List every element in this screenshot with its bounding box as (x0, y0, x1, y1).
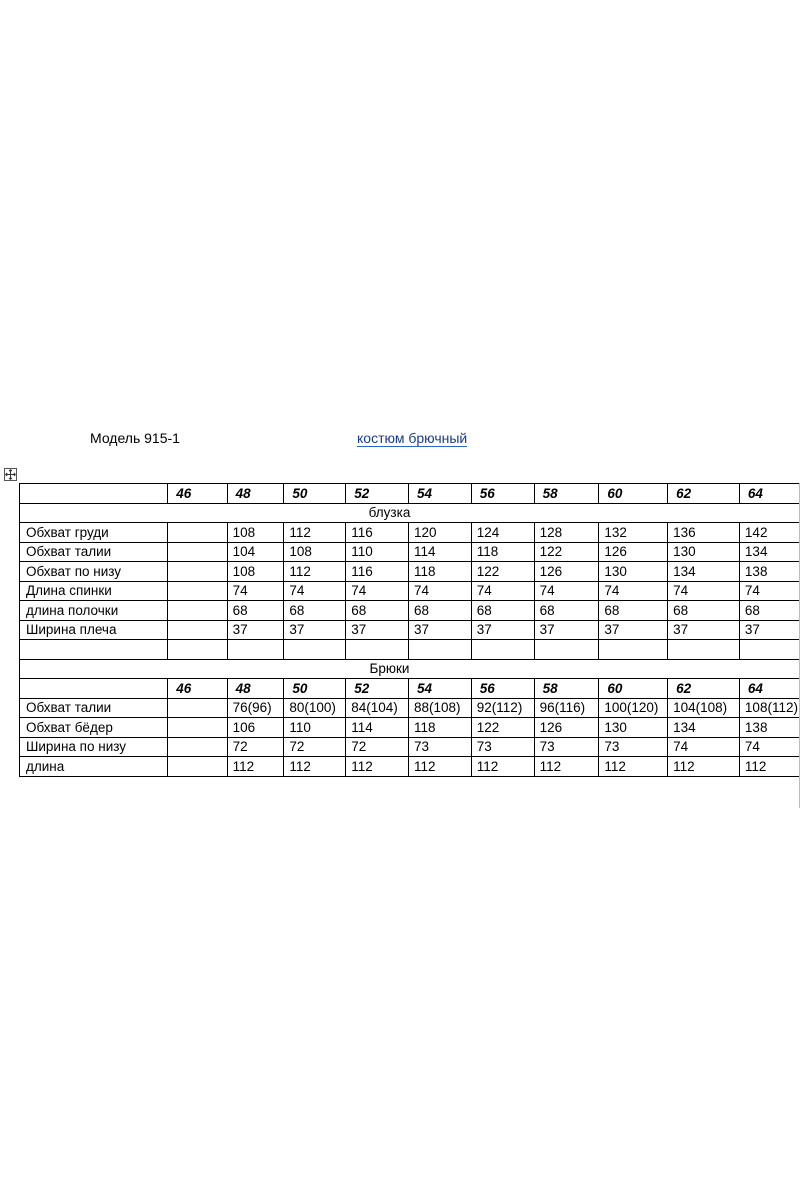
table-row (20, 581, 800, 601)
measurement-value: 73 (599, 737, 668, 757)
measurement-value: 126 (534, 718, 599, 738)
table-row (20, 718, 800, 738)
measurement-value: 68 (227, 601, 284, 621)
measurement-value: 68 (346, 601, 409, 621)
table-row (20, 523, 800, 543)
measurement-value: 74 (599, 581, 668, 601)
measurement-value: 72 (346, 737, 409, 757)
measurement-value (168, 718, 227, 738)
measurement-value: 108 (227, 562, 284, 582)
measurement-value: 138 (739, 718, 799, 738)
section-label: Брюки (369, 661, 410, 677)
measurement-value: 74 (227, 581, 284, 601)
table-move-handle-icon[interactable] (4, 468, 17, 481)
measurement-value: 118 (408, 718, 471, 738)
measurement-value: 74 (668, 737, 740, 757)
measurement-value: 142 (739, 523, 799, 543)
measurement-value: 112 (471, 757, 534, 777)
empty-cell (668, 640, 740, 660)
measurement-value: 37 (227, 620, 284, 640)
measurement-value: 96(116) (534, 698, 599, 718)
trousers-section-row (20, 659, 800, 679)
measurement-value: 138 (739, 562, 799, 582)
measurement-value: 118 (471, 542, 534, 562)
measurement-value: 134 (668, 562, 740, 582)
table-row (20, 542, 800, 562)
measurement-value (168, 542, 227, 562)
measurement-value: 130 (599, 718, 668, 738)
measurement-value: 74 (739, 581, 799, 601)
measurement-label: длина полочки (20, 601, 168, 621)
size-header-cell: 50 (284, 484, 346, 504)
size-header-cell: 48 (227, 679, 284, 699)
table-row (20, 620, 800, 640)
measurement-value: 108 (284, 542, 346, 562)
table-row (20, 562, 800, 582)
size-chart-table (19, 483, 800, 777)
measurement-label: длина (20, 757, 168, 777)
trousers-size-header-row (20, 679, 800, 699)
size-header-cell: 62 (668, 484, 740, 504)
measurement-value: 104 (227, 542, 284, 562)
size-header-cell: 58 (534, 679, 599, 699)
measurement-value: 92(112) (471, 698, 534, 718)
size-header-cell: 64 (739, 679, 799, 699)
table-row (20, 737, 800, 757)
size-header-cell: 64 (739, 484, 799, 504)
empty-cell (284, 640, 346, 660)
size-header-cell: 54 (408, 679, 471, 699)
size-header-cell: 46 (168, 484, 227, 504)
measurement-value: 112 (739, 757, 799, 777)
measurement-value: 126 (599, 542, 668, 562)
measurement-value: 132 (599, 523, 668, 543)
empty-cell (227, 640, 284, 660)
blouse-size-header-row (20, 484, 800, 504)
measurement-value: 37 (284, 620, 346, 640)
measurement-value: 112 (668, 757, 740, 777)
measurement-value: 106 (227, 718, 284, 738)
measurement-value: 122 (471, 562, 534, 582)
measurement-label: Обхват талии (20, 542, 168, 562)
measurement-label: Ширина плеча (20, 620, 168, 640)
measurement-value: 112 (284, 562, 346, 582)
empty-corner-cell (20, 484, 168, 504)
size-header-cell: 56 (471, 679, 534, 699)
measurement-value: 68 (284, 601, 346, 621)
measurement-value: 114 (346, 718, 409, 738)
measurement-label: Обхват бёдер (20, 718, 168, 738)
size-header-cell: 50 (284, 679, 346, 699)
measurement-value: 68 (599, 601, 668, 621)
measurement-value: 37 (346, 620, 409, 640)
measurement-value: 68 (408, 601, 471, 621)
measurement-value: 118 (408, 562, 471, 582)
size-header-cell: 60 (599, 679, 668, 699)
suit-type-subtitle: костюм брючный (357, 430, 468, 446)
table-row (20, 601, 800, 621)
size-header-cell: 52 (346, 679, 409, 699)
measurement-value: 84(104) (346, 698, 409, 718)
measurement-value: 74 (408, 581, 471, 601)
measurement-value (168, 620, 227, 640)
measurement-value: 112 (599, 757, 668, 777)
measurement-value: 74 (534, 581, 599, 601)
size-header-cell: 60 (599, 484, 668, 504)
measurement-value: 73 (408, 737, 471, 757)
measurement-value: 80(100) (284, 698, 346, 718)
measurement-value: 68 (739, 601, 799, 621)
measurement-value (168, 698, 227, 718)
empty-corner-cell (20, 679, 168, 699)
measurement-value: 68 (668, 601, 740, 621)
measurement-value (168, 523, 227, 543)
measurement-value (168, 601, 227, 621)
measurement-value: 108 (227, 523, 284, 543)
measurement-value: 74 (668, 581, 740, 601)
model-title: Модель 915-1 (90, 430, 180, 446)
measurement-label: Обхват груди (20, 523, 168, 543)
measurement-value: 120 (408, 523, 471, 543)
measurement-value: 74 (284, 581, 346, 601)
table-row (20, 698, 800, 718)
measurement-label: Обхват талии (20, 698, 168, 718)
measurement-value: 112 (284, 757, 346, 777)
measurement-label: Ширина по низу (20, 737, 168, 757)
size-header-cell: 46 (168, 679, 227, 699)
empty-cell (739, 640, 799, 660)
measurement-value: 37 (471, 620, 534, 640)
measurement-value: 76(96) (227, 698, 284, 718)
section-label-cell (20, 503, 800, 523)
measurement-value: 74 (471, 581, 534, 601)
measurement-value: 134 (739, 542, 799, 562)
measurement-value: 112 (346, 757, 409, 777)
size-header-cell: 48 (227, 484, 284, 504)
size-header-cell: 52 (346, 484, 409, 504)
measurement-label: Длина спинки (20, 581, 168, 601)
measurement-value: 37 (408, 620, 471, 640)
measurement-value: 72 (227, 737, 284, 757)
section-label-cell (20, 659, 800, 679)
measurement-value: 68 (534, 601, 599, 621)
measurement-value: 130 (668, 542, 740, 562)
measurement-value: 134 (668, 718, 740, 738)
measurement-value: 73 (471, 737, 534, 757)
measurement-value: 130 (599, 562, 668, 582)
measurement-value: 128 (534, 523, 599, 543)
measurement-value: 116 (346, 562, 409, 582)
empty-cell (534, 640, 599, 660)
measurement-value: 37 (534, 620, 599, 640)
measurement-value: 112 (408, 757, 471, 777)
measurement-value: 136 (668, 523, 740, 543)
size-header-cell: 54 (408, 484, 471, 504)
section-label: блузка (368, 505, 411, 521)
measurement-value: 100(120) (599, 698, 668, 718)
measurement-value: 88(108) (408, 698, 471, 718)
measurement-value (168, 757, 227, 777)
measurement-value (168, 581, 227, 601)
measurement-value: 73 (534, 737, 599, 757)
empty-cell (168, 640, 227, 660)
measurement-value: 37 (739, 620, 799, 640)
measurement-value: 72 (284, 737, 346, 757)
spacer-row (20, 640, 800, 660)
measurement-value: 37 (599, 620, 668, 640)
measurement-value: 110 (284, 718, 346, 738)
measurement-value: 74 (346, 581, 409, 601)
blouse-section-row (20, 503, 800, 523)
measurement-value: 122 (471, 718, 534, 738)
measurement-value: 114 (408, 542, 471, 562)
measurement-value: 112 (534, 757, 599, 777)
size-header-cell: 62 (668, 679, 740, 699)
measurement-value: 37 (668, 620, 740, 640)
measurement-value (168, 737, 227, 757)
measurement-value: 112 (227, 757, 284, 777)
empty-cell (408, 640, 471, 660)
table-row (20, 757, 800, 777)
measurement-value: 122 (534, 542, 599, 562)
size-header-cell: 58 (534, 484, 599, 504)
empty-cell (599, 640, 668, 660)
measurement-value: 108(112) (739, 698, 799, 718)
measurement-value: 104(108) (668, 698, 740, 718)
measurement-label: Обхват по низу (20, 562, 168, 582)
measurement-value: 126 (534, 562, 599, 582)
size-header-cell: 56 (471, 484, 534, 504)
measurement-value: 110 (346, 542, 409, 562)
empty-cell (346, 640, 409, 660)
measurement-value: 112 (284, 523, 346, 543)
measurement-value: 74 (739, 737, 799, 757)
measurement-value (168, 562, 227, 582)
measurement-value: 116 (346, 523, 409, 543)
measurement-value: 68 (471, 601, 534, 621)
empty-cell (471, 640, 534, 660)
measurement-value: 124 (471, 523, 534, 543)
empty-cell (20, 640, 168, 660)
